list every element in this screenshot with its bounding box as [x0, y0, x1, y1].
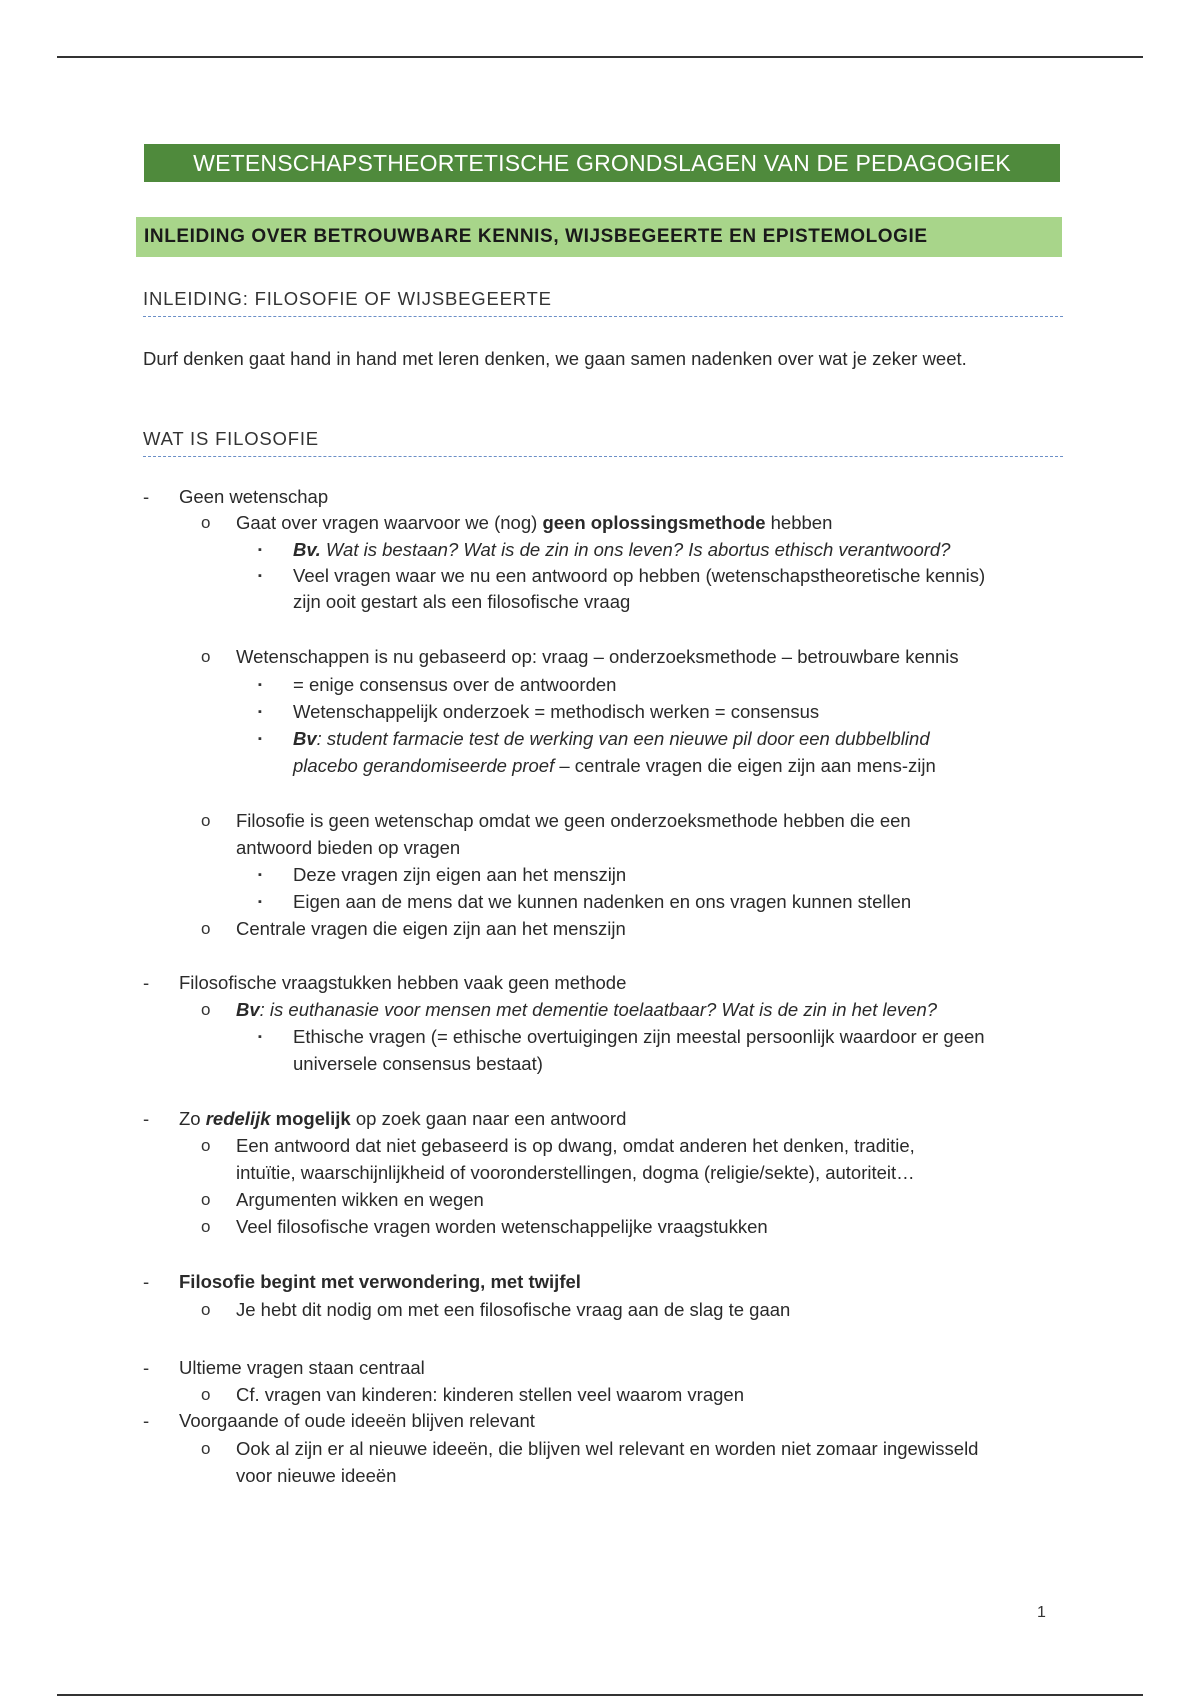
circle-bullet: o [201, 1300, 211, 1319]
list-item-continued: voor nieuwe ideeën [236, 1465, 397, 1486]
list-item: Een antwoord dat niet gebaseerd is op dwang, omdat anderen het denken, traditie, [236, 1135, 915, 1156]
list-item: Zo redelijk mogelijk op zoek gaan naar een antwoord [179, 1108, 627, 1129]
list-item: Ultieme vragen staan centraal [179, 1357, 425, 1378]
list-item: Filosofische vraagstukken hebben vaak geen methode [179, 972, 627, 993]
circle-bullet: o [201, 647, 211, 666]
list-item-continued: universele consensus bestaat) [293, 1053, 543, 1074]
subheading-inleiding: INLEIDING: FILOSOFIE OF WIJSBEGEERTE [143, 288, 1063, 317]
list-item: Filosofie begint met verwondering, met twijfel [179, 1271, 581, 1292]
page-number: 1 [1037, 1604, 1046, 1621]
circle-bullet: o [201, 1000, 211, 1019]
list-item-continued: placebo gerandomiseerde proef – centrale vragen die eigen zijn aan mens-zijn [293, 755, 936, 776]
list-item: Filosofie is geen wetenschap omdat we geen onderzoeksmethode hebben die een [236, 810, 911, 831]
circle-bullet: o [201, 1439, 211, 1458]
circle-bullet: o [201, 513, 211, 532]
list-item: Ethische vragen (= ethische overtuigingen zijn meestal persoonlijk waardoor er geen [293, 1026, 985, 1047]
document-title: WETENSCHAPSTHEORTETISCHE GRONDSLAGEN VAN DE PEDAGOGIEK [144, 144, 1060, 182]
dash-bullet: - [143, 1108, 150, 1129]
dash-bullet: - [143, 1357, 150, 1378]
list-item: Cf. vragen van kinderen: kinderen stellen veel waarom vragen [236, 1384, 745, 1405]
square-bullet: ▪ [258, 706, 262, 718]
square-bullet: ▪ [258, 733, 262, 745]
list-item: Centrale vragen die eigen zijn aan het menszijn [236, 918, 626, 939]
square-bullet: ▪ [258, 896, 262, 908]
list-item: Eigen aan de mens dat we kunnen nadenken en ons vragen kunnen stellen [293, 891, 912, 912]
list-item: Ook al zijn er al nieuwe ideeën, die blijven wel relevant en worden niet zomaar ingewisseld [236, 1438, 979, 1459]
list-item: Geen wetenschap [179, 486, 329, 507]
header-rule [57, 56, 1143, 58]
subheading-wat-is-filosofie: WAT IS FILOSOFIE [143, 428, 1063, 457]
circle-bullet: o [201, 811, 211, 830]
footer-rule [57, 1694, 1143, 1696]
circle-bullet: o [201, 1217, 211, 1236]
list-item-continued: zijn ooit gestart als een filosofische vraag [293, 591, 631, 612]
list-item: Gaat over vragen waarvoor we (nog) geen oplossingsmethode hebben [236, 512, 833, 533]
list-item: Bv. Wat is bestaan? Wat is de zin in ons leven? Is abortus ethisch verantwoord? [293, 539, 951, 560]
circle-bullet: o [201, 1190, 211, 1209]
square-bullet: ▪ [258, 869, 262, 881]
square-bullet: ▪ [258, 1031, 262, 1043]
section-heading: INLEIDING OVER BETROUWBARE KENNIS, WIJSBEGEERTE EN EPISTEMOLOGIE [136, 217, 1062, 257]
list-item: Je hebt dit nodig om met een filosofische vraag aan de slag te gaan [236, 1299, 791, 1320]
list-item: Wetenschappelijk onderzoek = methodisch werken = consensus [293, 701, 820, 722]
list-item: Voorgaande of oude ideeën blijven relevant [179, 1410, 535, 1431]
list-item: = enige consensus over de antwoorden [293, 674, 617, 695]
list-item: Argumenten wikken en wegen [236, 1189, 484, 1210]
dash-bullet: - [143, 486, 150, 507]
square-bullet: ▪ [258, 679, 262, 691]
list-item: Bv: is euthanasie voor mensen met dementie toelaatbaar? Wat is de zin in het leven? [236, 999, 938, 1020]
circle-bullet: o [201, 1385, 211, 1404]
list-item-continued: intuïtie, waarschijnlijkheid of vooronderstellingen, dogma (religie/sekte), autoriteit… [236, 1162, 915, 1183]
dash-bullet: - [143, 972, 150, 993]
dash-bullet: - [143, 1271, 150, 1292]
list-item: Wetenschappen is nu gebaseerd op: vraag – onderzoeksmethode – betrouwbare kennis [236, 646, 959, 667]
dash-bullet: - [143, 1410, 150, 1431]
square-bullet: ▪ [258, 570, 262, 582]
circle-bullet: o [201, 1136, 211, 1155]
list-item: Deze vragen zijn eigen aan het menszijn [293, 864, 627, 885]
square-bullet: ▪ [258, 544, 262, 556]
intro-paragraph: Durf denken gaat hand in hand met leren denken, we gaan samen nadenken over wat je zeker weet. [143, 348, 967, 369]
list-item: Veel filosofische vragen worden wetenschappelijke vraagstukken [236, 1216, 768, 1237]
list-item-continued: antwoord bieden op vragen [236, 837, 461, 858]
circle-bullet: o [201, 919, 211, 938]
list-item: Veel vragen waar we nu een antwoord op hebben (wetenschapstheoretische kennis) [293, 565, 986, 586]
list-item: Bv: student farmacie test de werking van een nieuwe pil door een dubbelblind [293, 728, 930, 749]
